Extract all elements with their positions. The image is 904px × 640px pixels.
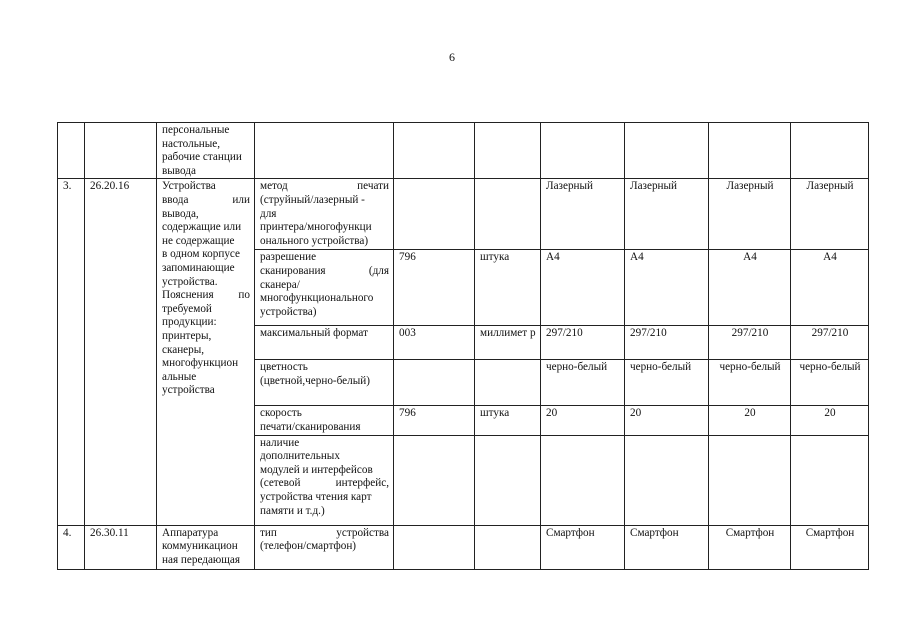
cell-okei-code bbox=[394, 123, 475, 179]
cell-characteristic bbox=[255, 123, 394, 179]
cell-value: А4 bbox=[791, 250, 869, 326]
cell-okei-unit: миллимет р bbox=[475, 326, 541, 360]
cell-okei-code: 796 bbox=[394, 406, 475, 435]
cell-characteristic: наличие дополнительных модулей и интерфейсов (сетевой интерфейс, устройства чтения карт памяти и т.д.) bbox=[255, 435, 394, 525]
cell-value bbox=[709, 123, 791, 179]
cell-value: Лазерный bbox=[709, 179, 791, 250]
cell-value bbox=[625, 435, 709, 525]
cell-value bbox=[541, 435, 625, 525]
cell-value: 20 bbox=[625, 406, 709, 435]
table-row-continuation bbox=[58, 123, 869, 179]
cell-value: Смартфон bbox=[709, 525, 791, 569]
cell-value: Лазерный bbox=[541, 179, 625, 250]
cell-okei-unit: штука bbox=[475, 406, 541, 435]
cell-value: черно-белый bbox=[541, 360, 625, 406]
cell-okei-code bbox=[394, 435, 475, 525]
cell-value: 297/210 bbox=[625, 326, 709, 360]
cell-value: черно-белый bbox=[709, 360, 791, 406]
cell-code: 26.20.16 bbox=[85, 179, 157, 525]
cell-value: 20 bbox=[791, 406, 869, 435]
cell-characteristic: разрешение сканирования (для сканера/ многофункционального устройства) bbox=[255, 250, 394, 326]
table-row bbox=[58, 179, 869, 250]
cell-okei-code: 796 bbox=[394, 250, 475, 326]
table-row bbox=[58, 525, 869, 569]
cell-value: А4 bbox=[709, 250, 791, 326]
cell-code: 26.30.11 bbox=[85, 525, 157, 569]
cell-value: 297/210 bbox=[541, 326, 625, 360]
cell-okei-unit bbox=[475, 525, 541, 569]
cell-product-name: Устройства ввода или вывода, содержащие или не содержащие в одном корпусе запоминающие устройства. Пояснения по требуемой продукции: принтеры, сканеры, многофункцион альные устройства bbox=[157, 179, 255, 525]
cell-value bbox=[791, 435, 869, 525]
cell-number bbox=[58, 123, 85, 179]
cell-okei-unit bbox=[475, 360, 541, 406]
cell-value bbox=[791, 123, 869, 179]
cell-okei-code: 003 bbox=[394, 326, 475, 360]
cell-characteristic: метод печати (струйный/лазерный - для принтера/многофункци онального устройства) bbox=[255, 179, 394, 250]
cell-value: черно-белый bbox=[791, 360, 869, 406]
cell-value: Лазерный bbox=[791, 179, 869, 250]
page-number: 6 bbox=[449, 50, 455, 64]
cell-characteristic: скорость печати/сканирования bbox=[255, 406, 394, 435]
cell-value: 297/210 bbox=[791, 326, 869, 360]
cell-value: 20 bbox=[541, 406, 625, 435]
cell-value: 297/210 bbox=[709, 326, 791, 360]
cell-okei-code bbox=[394, 525, 475, 569]
cell-value: черно-белый bbox=[625, 360, 709, 406]
cell-value: А4 bbox=[625, 250, 709, 326]
specification-table bbox=[57, 122, 869, 570]
cell-value: Лазерный bbox=[625, 179, 709, 250]
cell-value: 20 bbox=[709, 406, 791, 435]
cell-product-name: Аппаратура коммуникацион ная передающая bbox=[157, 525, 255, 569]
cell-number: 4. bbox=[58, 525, 85, 569]
cell-value bbox=[625, 123, 709, 179]
cell-value: Смартфон bbox=[791, 525, 869, 569]
cell-number: 3. bbox=[58, 179, 85, 525]
cell-okei-code bbox=[394, 360, 475, 406]
cell-okei-unit bbox=[475, 435, 541, 525]
cell-value: Смартфон bbox=[541, 525, 625, 569]
cell-value: Смартфон bbox=[625, 525, 709, 569]
cell-okei-code bbox=[394, 179, 475, 250]
cell-characteristic: цветность (цветной,черно-белый) bbox=[255, 360, 394, 406]
cell-characteristic: тип устройства (телефон/смартфон) bbox=[255, 525, 394, 569]
cell-value bbox=[709, 435, 791, 525]
cell-value: А4 bbox=[541, 250, 625, 326]
cell-okei-unit: штука bbox=[475, 250, 541, 326]
cell-code bbox=[85, 123, 157, 179]
cell-characteristic: максимальный формат bbox=[255, 326, 394, 360]
cell-okei-unit bbox=[475, 179, 541, 250]
cell-value bbox=[541, 123, 625, 179]
cell-okei-unit bbox=[475, 123, 541, 179]
cell-product-name: персональные настольные, рабочие станции вывода bbox=[157, 123, 255, 179]
